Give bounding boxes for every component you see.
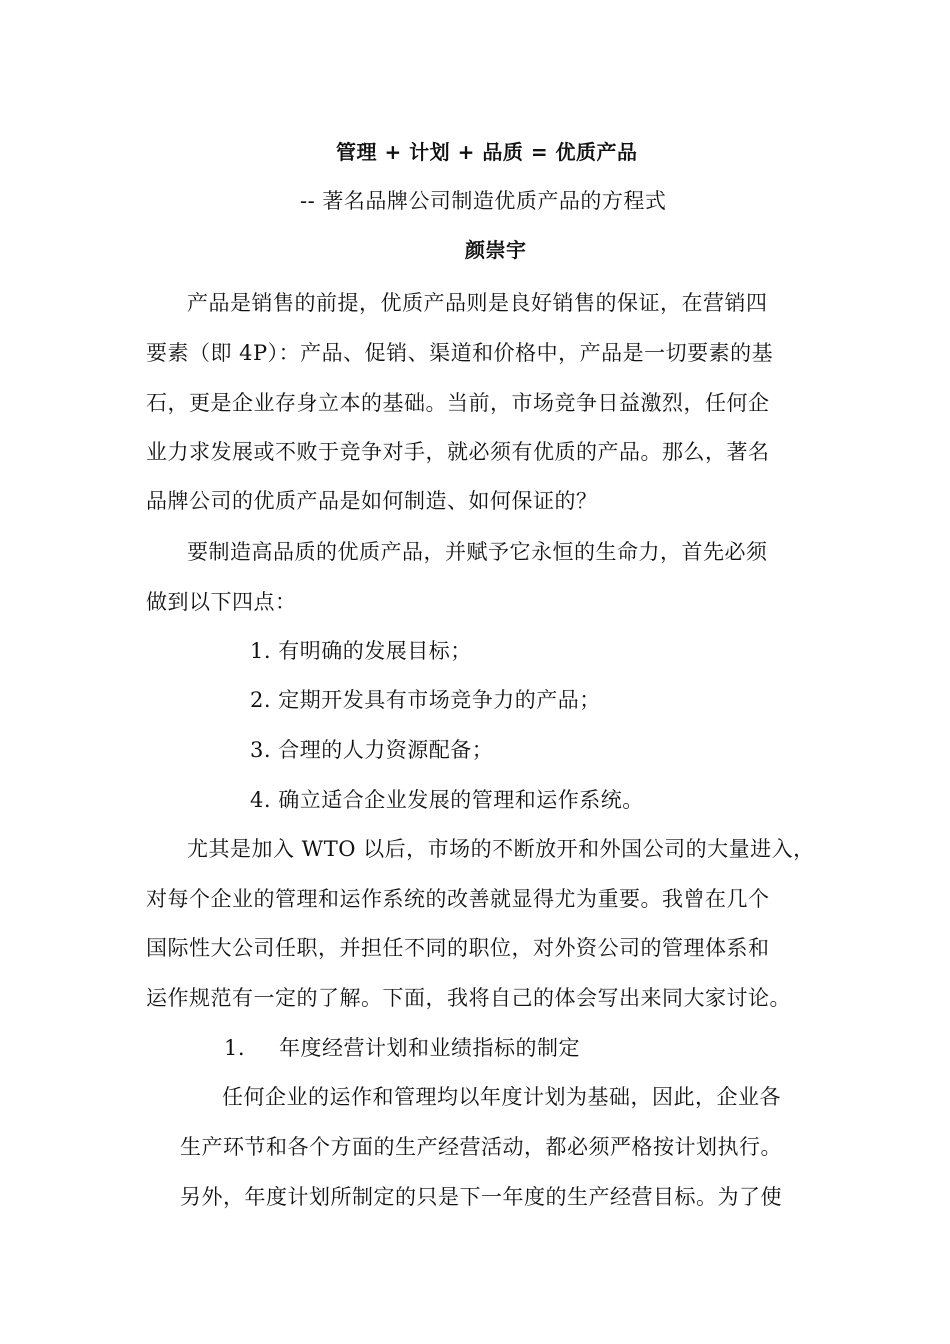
paragraph-line: 做到以下四点： — [146, 590, 297, 614]
list-item: 3. 合理的人力资源配备； — [250, 738, 494, 762]
paragraph-line: 要素（即 4P）：产品、促销、渠道和价格中，产品是一切要素的基 — [146, 341, 774, 365]
paragraph-line: 业力求发展或不败于竞争对手，就必须有优质的产品。那么，著名 — [146, 440, 770, 464]
document-title: 管理 + 计划 + 品质 = 优质产品 — [336, 140, 638, 164]
paragraph-line: 国际性大公司任职，并担任不同的职位，对外资公司的管理体系和 — [146, 936, 770, 960]
paragraph-line: 产品是销售的前提，优质产品则是良好销售的保证，在营销四 — [187, 291, 768, 315]
paragraph-line: 生产环节和各个方面的生产经营活动，都必须严格按计划执行。 — [180, 1135, 782, 1159]
list-item: 1. 有明确的发展目标； — [250, 639, 472, 663]
paragraph-line: 尤其是加入 WTO 以后，市场的不断放开和外国公司的大量进入， — [187, 837, 815, 861]
document-subtitle: -- 著名品牌公司制造优质产品的方程式 — [300, 189, 667, 213]
paragraph-line: 任何企业的运作和管理均以年度计划为基础，因此，企业各 — [222, 1085, 781, 1109]
author-name: 颜崇宇 — [465, 238, 527, 262]
paragraph-line: 对每个企业的管理和运作系统的改善就显得尤为重要。我曾在几个 — [146, 887, 770, 911]
paragraph-line: 另外，年度计划所制定的只是下一年度的生产经营目标。为了使 — [180, 1185, 782, 1209]
paragraph-line: 运作规范有一定的了解。下面，我将自己的体会写出来同大家讨论。 — [146, 986, 791, 1010]
paragraph-line: 要制造高品质的优质产品，并赋予它永恒的生命力，首先必须 — [187, 540, 768, 564]
paragraph-line: 品牌公司的优质产品是如何制造、如何保证的？ — [146, 489, 598, 513]
section-title: 年度经营计划和业绩指标的制定 — [279, 1036, 580, 1060]
list-item: 4. 确立适合企业发展的管理和运作系统。 — [250, 788, 644, 812]
list-item: 2. 定期开发具有市场竞争力的产品； — [250, 688, 601, 712]
section-number: 1. — [224, 1036, 246, 1060]
paragraph-line: 石，更是企业存身立本的基础。当前，市场竞争日益激烈，任何企 — [146, 391, 770, 415]
